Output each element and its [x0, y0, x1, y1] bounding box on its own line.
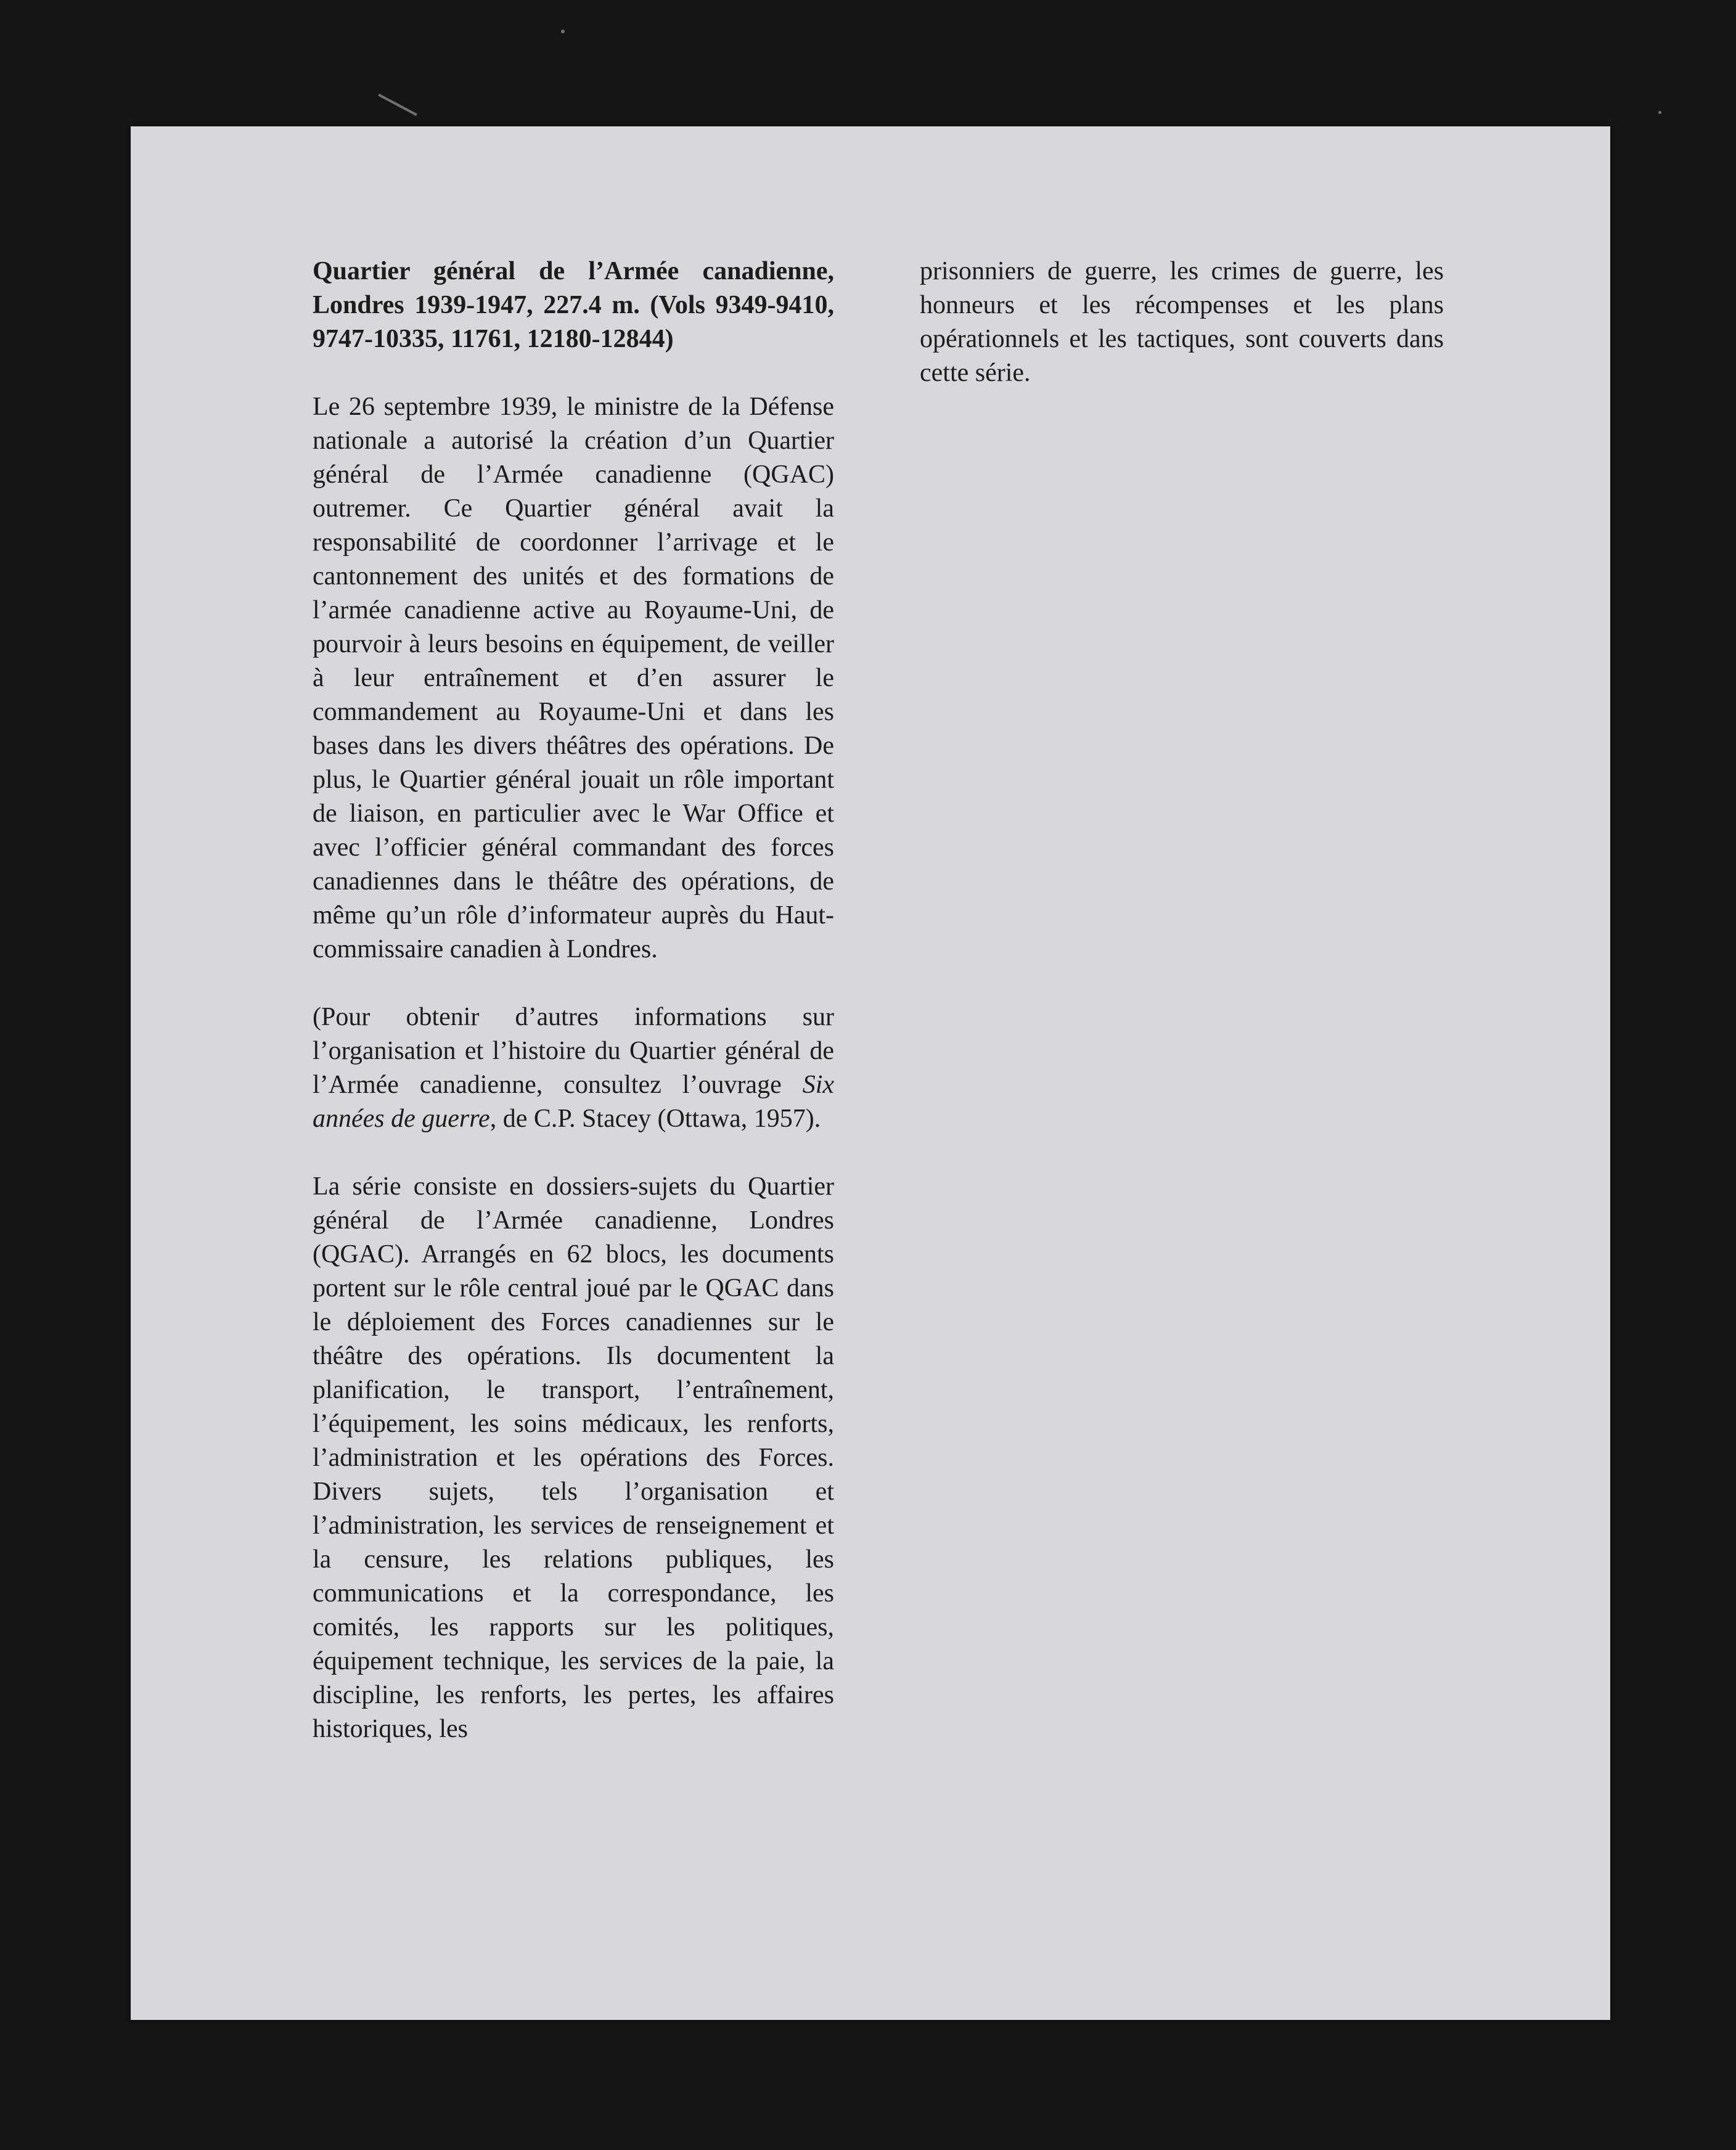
- document-page: [131, 126, 1610, 2020]
- scan-artifact: [1658, 111, 1661, 114]
- history-paragraph: Le 26 septembre 1939, le ministre de la Défense nationale a autorisé la création d’un Quartier général de l’Armée canadienne (QGAC) outremer. Ce Quartier général avait la responsabilité de coordonner l’arrivage et le cantonnement des unités et des formations de l’armée canadienne active au Royaume-Uni, de pourvoir à leurs besoins en équipement, de veiller à leur entraînement et d’en assurer le commandement au Royaume-Uni et dans les bases dans les divers théâtres des opérations. De plus, le Quartier général jouait un rôle important de liaison, en particulier avec le War Office et avec l’officier général commandant des forces canadiennes dans le théâtre des opérations, de même qu’un rôle d’informateur auprès du Haut-commissaire canadien à Londres.: [313, 393, 834, 963]
- series-heading: Quartier général de l’Armée canadienne, Londres 1939-1947, 227.4 m. (Vols 9349-9410, 9747-10335, 11761, 12180-12844): [313, 257, 834, 353]
- series-description-paragraph: La série consiste en dossiers-sujets du Quartier général de l’Armée canadienne, Londres (QGAC). Arrangés en 62 blocs, les documents portent sur le rôle central joué par le QGAC dans le déploiement des Forces canadiennes sur le théâtre des opérations. Ils documentent la planification, le transport, l’entraînement, l’équipement, les soins médicaux, les renforts, l’administration et les opérations des Forces. Divers sujets, tels l’organisation et l’administration, les services de renseignement et la censure, les relations publiques, les communications et la correspondance, les comités, les rapports sur les politiques, équipement technique, les services de la paie, la discipline, les renforts, les pertes, les affaires historiques, les: [313, 1172, 834, 1743]
- reference-text-before: (Pour obtenir d’autres informations sur l’organisation et l’histoire du Quartier général de l’Armée canadienne, consultez l’ouvrage: [313, 1003, 834, 1099]
- left-column: [313, 255, 834, 1746]
- series-description-continued: prisonniers de guerre, les crimes de guerre, les honneurs et les récompenses et les plans opérationnels et les tactiques, sont couverts dans cette série.: [920, 257, 1444, 387]
- scan-artifact: [561, 30, 565, 33]
- scan-artifact: [378, 94, 417, 116]
- right-column: [920, 255, 1444, 390]
- book-title: Six années de guerre: [313, 1071, 834, 1133]
- reference-paragraph: [313, 1000, 834, 1136]
- reference-text-after: , de C.P. Stacey (Ottawa, 1957).: [489, 1105, 821, 1133]
